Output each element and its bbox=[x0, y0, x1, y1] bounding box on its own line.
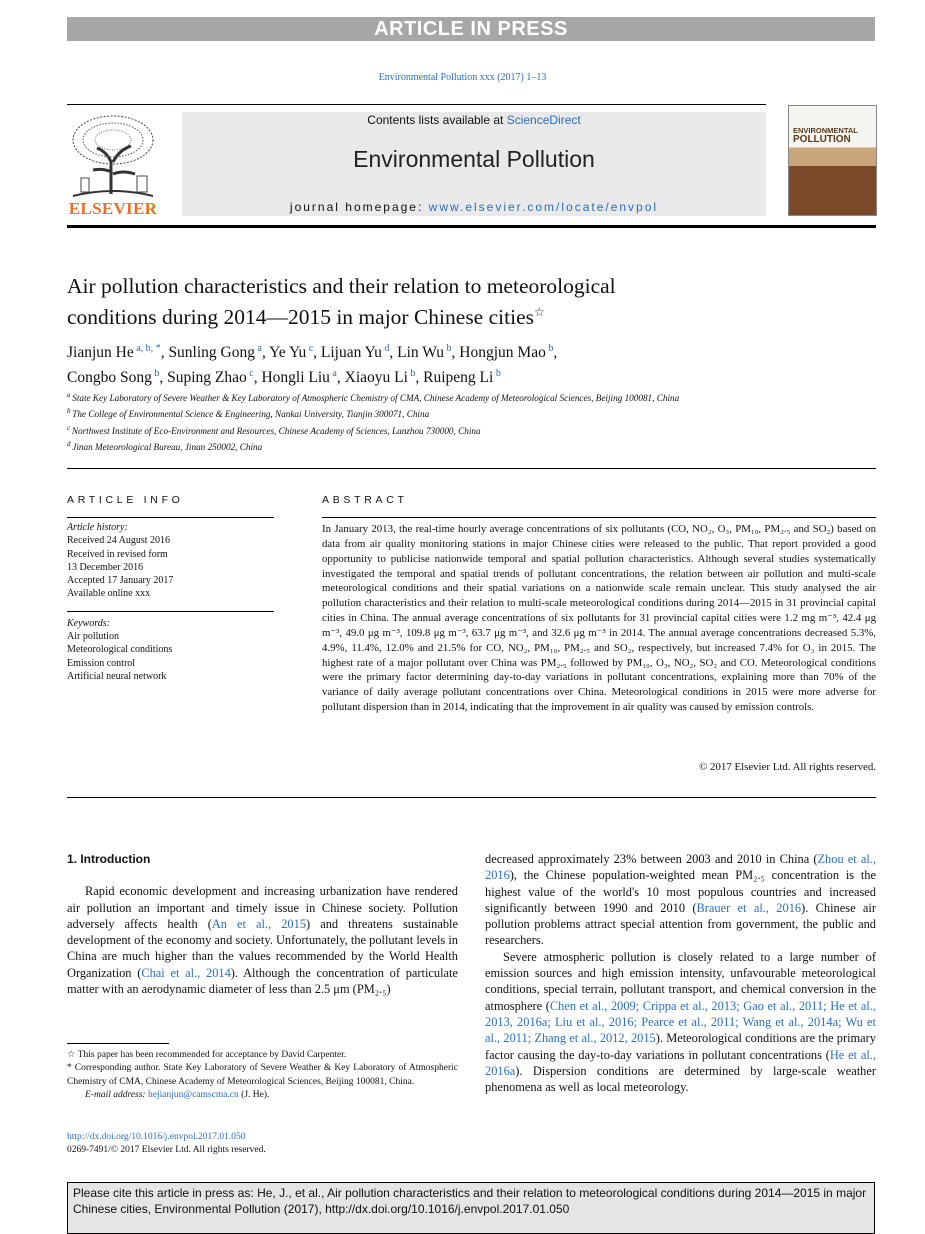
author-affiliation-sup[interactable]: b bbox=[444, 343, 452, 354]
citation-link[interactable]: Zhou et al., 2016 bbox=[485, 852, 876, 883]
journal-reference-link[interactable]: Environmental Pollution xxx (2017) 1–13 bbox=[378, 72, 547, 83]
journal-homepage-line bbox=[182, 200, 766, 214]
history-item: Received 24 August 2016 bbox=[67, 535, 171, 547]
issn-line: 0269-7491/© 2017 Elsevier Ltd. All rights reserved. bbox=[67, 1145, 266, 1156]
cover-title-line1: ENVIRONMENTAL bbox=[793, 126, 858, 135]
affiliation-rule bbox=[67, 468, 876, 469]
corresponding-author-footnote: * Corresponding author. State Key Laboratory of Severe Weather & Key Laboratory of Atmospheric Chemistry of CMA, Chinese Academy of Meteorological Sciences, Beijing 100081, China. bbox=[67, 1063, 458, 1087]
author-separator: , bbox=[313, 344, 321, 362]
email-link[interactable]: hejianjun@camscma.cn bbox=[147, 1089, 239, 1100]
cover-title bbox=[793, 126, 858, 144]
affiliation-item bbox=[67, 389, 777, 405]
author-name[interactable]: Sunling Gong bbox=[168, 344, 255, 362]
abstract-text: In January 2013, the real-time hourly average concentrations of six pollutants (CO, NO₂, O₃, PM₁₀, PM₂.₅ and SO₂) based on data from air quality monitoring stations in major Chinese cities were released to the public. That report provided a good opportunity to publicise nationwide temporal and spatial pollution characteristics. Although several studies systematically investigated the temporal and spatial trends of pollutant concentrations, the relation between air pollution and multi-scale meteorological conditions and their spatial variations on a nationwide scale remain unclear. This study analysed the air pollution characteristics and their relation to multi-scale meteorological conditions during 2014—2015 in 31 provincial capital cities in China. The annual average concentrations of six pollutants for 31 provincial capital cities were 1.2 mg m⁻³, 42.4 μg m⁻³, 49.0 μg m⁻³, 109.8 μg m⁻³, 63.7 μg m⁻³, and 32.6 μg m⁻³ in 2014. The annual average concentrations decreased 5.3%, 4.9%, 11.4%, 12.0% and 21.5% for CO, NO₂, PM₁₀, PM₂.₅ and SO₂, respectively, but increased 7.4% for O₃ in 2015. The highest rate of a major pollutant over China was PM₂.₅ followed by PM₁₀, O₃, NO₂, SO₂ and CO. Meteorological conditions were the primary factor determining day-to-day variations in pollutant concentrations, explaining more than 70% of the variance of daily average pollutant concentrations over China. Meteorological conditions in 2015 were more adverse for pollutant dispersion than in 2014, indicating that the improvement in air quality was caused by emission controls. bbox=[322, 523, 876, 714]
author-name[interactable]: Ye Yu bbox=[269, 344, 307, 362]
recommendation-footnote: ☆ This paper has been recommended for acceptance by David Carpenter. bbox=[67, 1050, 347, 1060]
text-run: ). Meteorological conditions are the primary factor causing the day-to-day variations in pollutant concentrations ( bbox=[485, 1031, 876, 1062]
keywords-rule bbox=[67, 611, 274, 612]
author-separator: , bbox=[553, 344, 558, 362]
affiliation-item bbox=[67, 405, 777, 421]
abstract-heading: ABSTRACT bbox=[322, 494, 408, 506]
title-line-2-wrap bbox=[67, 299, 827, 330]
author-separator: , bbox=[160, 344, 169, 362]
journal-cover-thumbnail[interactable] bbox=[788, 105, 877, 216]
history-list bbox=[67, 534, 274, 600]
author-affiliation-sup[interactable]: a, b, * bbox=[133, 343, 161, 354]
abstract-copyright: © 2017 Elsevier Ltd. All rights reserved. bbox=[699, 761, 876, 773]
email-footnote bbox=[67, 1089, 458, 1102]
history-label: Article history: bbox=[67, 522, 128, 533]
header-thick-rule bbox=[67, 225, 876, 228]
affiliation-item bbox=[67, 422, 777, 438]
citation-link[interactable]: Chen et al., 2009; Crippa et al., 2013; Gao et al., 2011; He et al., 2013, 2016a; Liu et al., 2016; Pearce et al., 2011; Wang et al., 2014a; Wu et al., 2011; Zhang et al., 2012, 2015 bbox=[485, 998, 876, 1046]
article-info-block bbox=[67, 521, 274, 683]
keyword-item: Air pollution bbox=[67, 631, 119, 643]
info-rule-top bbox=[67, 517, 274, 518]
affiliation-key: c bbox=[67, 423, 72, 432]
author-name[interactable]: Hongli Liu bbox=[261, 369, 330, 387]
history-item: 13 December 2016 bbox=[67, 561, 144, 573]
intro-paragraph-1-continued bbox=[485, 851, 876, 949]
author-affiliation-sup[interactable]: c bbox=[306, 343, 314, 354]
citation-text: Please cite this article in press as: He, J., et al., Air pollution characteristics and their relation to meteorological conditions during 2014—2015 in major Chinese cities, Environmental Pollution (2017), http://dx.doi.org/10.1016/j.envpol.2017.01.050 bbox=[73, 1186, 867, 1216]
author-affiliation-sup[interactable]: b bbox=[493, 368, 501, 380]
text-run: ). Although the concentration of particulate matter with an aerodynamic diameter of less than 2.5 μm (PM₂.₅) bbox=[67, 965, 458, 997]
author-affiliation-sup[interactable]: b bbox=[545, 343, 554, 354]
author-separator: , bbox=[415, 369, 424, 387]
author-affiliation-sup[interactable]: a bbox=[329, 368, 337, 380]
introduction-left-column bbox=[67, 851, 458, 997]
author-separator: , bbox=[159, 369, 168, 387]
contents-available-line bbox=[182, 113, 766, 127]
history-item: Received in revised form bbox=[67, 548, 168, 560]
citation-link[interactable]: Brauer et al., 2016 bbox=[696, 900, 802, 915]
homepage-link[interactable]: www.elsevier.com/locate/envpol bbox=[428, 200, 659, 214]
homepage-prefix: journal homepage: bbox=[289, 200, 429, 214]
article-info-heading: ARTICLE INFO bbox=[67, 494, 184, 506]
title-line-2: conditions during 2014—2015 in major Chinese cities bbox=[67, 305, 534, 330]
affiliation-key: d bbox=[67, 440, 73, 449]
author-name[interactable]: Ruipeng Li bbox=[423, 369, 494, 387]
affiliation-key: a bbox=[67, 391, 73, 399]
intro-paragraph-1 bbox=[67, 883, 458, 997]
citation-link[interactable]: Chai et al., 2014 bbox=[141, 965, 231, 980]
cover-background bbox=[789, 106, 876, 215]
affiliations bbox=[67, 389, 777, 454]
history-item: Available online xxx bbox=[67, 588, 151, 600]
doi-block bbox=[67, 1131, 458, 1158]
author-separator: , bbox=[336, 369, 345, 387]
author-separator: , bbox=[253, 369, 262, 387]
article-title bbox=[67, 273, 827, 330]
author-list bbox=[67, 338, 867, 388]
history-item: Accepted 17 January 2017 bbox=[67, 575, 174, 587]
email-label: E-mail address: bbox=[85, 1089, 148, 1100]
author-separator: , bbox=[451, 344, 460, 362]
title-footnote-star[interactable]: ☆ bbox=[533, 305, 545, 319]
author-affiliation-sup[interactable]: b bbox=[151, 368, 160, 380]
introduction-right-column bbox=[485, 851, 876, 1095]
journal-name: Environmental Pollution bbox=[353, 146, 595, 172]
text-run: decreased approximately 23% between 2003 and 2010 in China ( bbox=[485, 852, 818, 866]
text-run: ). Chinese air pollution problems attract special attention from government, the public and researchers. bbox=[485, 900, 876, 948]
author-name[interactable]: Lin Wu bbox=[397, 344, 445, 362]
author-affiliation-sup[interactable]: b bbox=[407, 368, 416, 380]
text-run: Rapid economic development and increasing urbanization have rendered air pollution an important and timely issue in Chinese society. Pollution adversely affects health ( bbox=[67, 884, 458, 931]
introduction-heading: 1. Introduction bbox=[67, 852, 151, 866]
intro-paragraph-2 bbox=[485, 949, 876, 1096]
text-run: ) and threatens sustainable development of the economy and society. Unfortunately, the pollutant levels in China are much higher than the values recommended by the World Health Organization ( bbox=[67, 916, 458, 980]
article-in-press-banner: ARTICLE IN PRESS bbox=[67, 17, 875, 41]
sciencedirect-link[interactable]: ScienceDirect bbox=[506, 113, 581, 127]
affiliation-text: Jinan Meteorological Bureau, Jinan 250002, China bbox=[72, 442, 263, 453]
author-name[interactable]: Hongjun Mao bbox=[459, 344, 546, 362]
header-rule bbox=[67, 104, 766, 105]
affiliation-text: The College of Environmental Science & Engineering, Nankai University, Tianjin 300071, China bbox=[72, 409, 430, 420]
author-name[interactable]: Jianjun He bbox=[67, 344, 134, 362]
abstract-rule-bottom bbox=[67, 797, 876, 798]
citation-link[interactable]: An et al., 2015 bbox=[211, 916, 307, 931]
doi-link[interactable]: http://dx.doi.org/10.1016/j.envpol.2017.01.050 bbox=[67, 1132, 246, 1142]
title-line-1: Air pollution characteristics and their relation to meteorological bbox=[67, 274, 616, 298]
text-run: ). Dispersion conditions are determined by large-scale weather phenomena as well as local meteorology. bbox=[485, 1063, 876, 1095]
cover-title-line2: POLLUTION bbox=[793, 134, 851, 145]
abstract-rule-top bbox=[322, 517, 876, 518]
keyword-list bbox=[67, 630, 274, 683]
keywords-label: Keywords: bbox=[67, 617, 110, 629]
footnotes bbox=[67, 1049, 458, 1102]
text-run: ), the Chinese population-weighted mean PM₂.₅ concentration is the highest value of the world's 10 most populous countries and increased significantly between 1990 and 2010 ( bbox=[485, 868, 876, 915]
author-affiliation-sup[interactable]: a bbox=[255, 343, 262, 354]
affiliation-item bbox=[67, 438, 777, 454]
contents-prefix: Contents lists available at bbox=[367, 113, 507, 127]
author-name[interactable]: Xiaoyu Li bbox=[344, 369, 408, 387]
author-name[interactable]: Congbo Song bbox=[67, 369, 152, 387]
elsevier-wordmark: ELSEVIER bbox=[68, 199, 158, 218]
keyword-item: Artificial neural network bbox=[67, 670, 167, 682]
citation-link[interactable]: He et al., 2016a bbox=[485, 1047, 876, 1078]
author-separator: , bbox=[261, 344, 270, 362]
author-affiliation-sup[interactable]: d bbox=[381, 343, 390, 354]
author-separator: , bbox=[389, 344, 398, 362]
affiliation-text: Northwest Institute of Eco-Environment and Resources, Chinese Academy of Sciences, Lanzhou 730000, China bbox=[71, 425, 481, 436]
author-affiliation-sup[interactable]: c bbox=[246, 368, 254, 380]
footnote-rule bbox=[67, 1043, 169, 1044]
affiliation-key: b bbox=[67, 407, 73, 416]
text-run: Severe atmospheric pollution is closely related to a large number of emission sources and high emission intensity, unfavourable meteorological conditions, special terrain, pollutant transport, and chemical conversion in the atmosphere ( bbox=[485, 949, 876, 1013]
author-name[interactable]: Lijuan Yu bbox=[320, 344, 382, 362]
author-name[interactable]: Suping Zhao bbox=[167, 369, 247, 387]
email-suffix: (J. He). bbox=[238, 1089, 270, 1100]
keyword-item: Meteorological conditions bbox=[67, 644, 173, 656]
keyword-item: Emission control bbox=[67, 657, 136, 669]
affiliation-text: State Key Laboratory of Severe Weather & Key Laboratory of Atmospheric Chemistry of CMA, Chinese Academy of Meteorological Sciences, Beijing 100081, China bbox=[72, 393, 680, 404]
